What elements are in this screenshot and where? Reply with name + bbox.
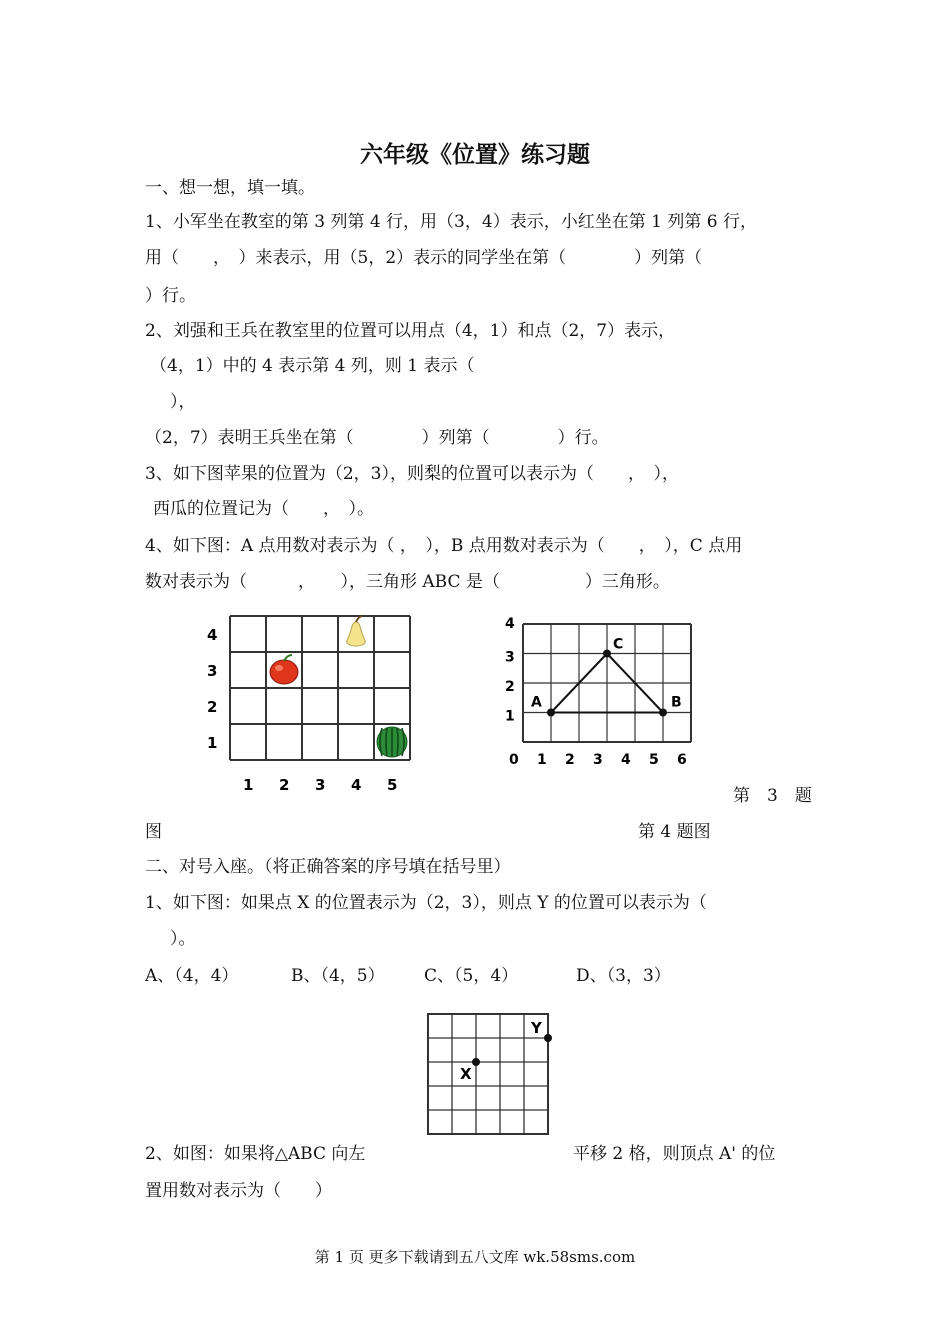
fig3-y-tick: 1: [207, 734, 218, 752]
q2-line1: 2、刘强和王兵在教室里的位置可以用点（4，1）和点（2，7）表示，: [145, 321, 676, 341]
point-a-dot: [547, 709, 555, 717]
fig4-x-tick: 2: [565, 752, 575, 768]
s2-q1-line1: 1、如下图：如果点 X 的位置表示为（2，3），则点 Y 的位置可以表示为（: [145, 893, 707, 913]
q3-line1: 3、如下图苹果的位置为（2，3），则梨的位置可以表示为（ ， ），: [145, 464, 679, 484]
fig3-x-tick: 1: [243, 776, 254, 790]
point-a-label: A: [531, 694, 542, 711]
option-c: C、（5，4）: [424, 966, 519, 986]
fig3-caption-b: 图: [145, 822, 162, 842]
fig4-x-tick: 6: [677, 752, 687, 768]
fig4-y-tick: 3: [505, 649, 515, 666]
watermelon-icon: [377, 727, 407, 757]
point-c-dot: [603, 650, 611, 658]
page-footer: 第 1 页 更多下载请到五八文库 wk.58sms.com: [314, 1248, 636, 1266]
fig4-x-tick: 1: [537, 752, 547, 768]
fig4-x-tick: 3: [593, 752, 603, 768]
fig4-y-tick: 1: [505, 708, 515, 725]
point-b-label: B: [671, 694, 682, 711]
fig3-x-tick: 2: [279, 776, 290, 790]
fig3-y-tick: 2: [207, 698, 218, 716]
fig3-caption-a: 第 3 题: [733, 786, 812, 806]
q1-line2: 用（ ， ）来表示，用（5，2）表示的同学坐在第（ ）列第（: [145, 248, 703, 268]
fig3-x-tick: 3: [315, 776, 326, 790]
q4-line1: 4、如下图：A 点用数对表示为（ ， ），B 点用数对表示为（ ， ），C 点用: [145, 536, 743, 556]
s2-q2-line1b: 平移 2 格，则顶点 A' 的位: [573, 1144, 776, 1164]
fig3-x-tick: 4: [351, 776, 362, 790]
option-a: A、（4，4）: [145, 966, 239, 986]
s2-q2-line2: 置用数对表示为（ ）: [145, 1181, 332, 1201]
fig3-grid-figure: [200, 608, 425, 790]
section2-heading: 二、对号入座。（将正确答案的序号填在括号里）: [145, 857, 511, 877]
q3-line2: 西瓜的位置记为（ ， ）。: [153, 499, 374, 519]
pear-icon: [347, 616, 366, 646]
q2-line2: （4，1）中的 4 表示第 4 列，则 1 表示（: [150, 356, 475, 376]
fig4-y-tick: 2: [505, 679, 515, 695]
point-x-label: X: [460, 1065, 472, 1083]
option-d: D、（3，3）: [576, 966, 671, 986]
point-y-label: Y: [531, 1019, 542, 1037]
apple-icon: [270, 655, 298, 684]
q2-line3: ），: [170, 392, 196, 412]
fig4-x-tick: 5: [649, 752, 659, 768]
fig3-x-tick: 5: [387, 776, 398, 790]
q2-line4: （2，7）表明王兵坐在第（ ）列第（ ）行。: [145, 428, 609, 448]
fig4-x-tick: 4: [621, 752, 631, 768]
q1-line3: ）行。: [145, 286, 196, 306]
s2-q1-line2: ）。: [170, 929, 196, 949]
xy-grid-figure: [420, 1006, 560, 1136]
point-c-label: C: [613, 636, 624, 653]
q4-line2: 数对表示为（ ， ），三角形 ABC 是（ ）三角形。: [145, 572, 670, 592]
point-x-dot: [472, 1058, 480, 1066]
section1-heading: 一、想一想，填一填。: [145, 178, 315, 198]
fig3-y-tick: 4: [207, 626, 218, 644]
fig4-x-tick: 0: [509, 752, 519, 768]
fig4-caption: 第 4 题图: [638, 822, 711, 842]
fig4-y-tick: 4: [505, 616, 515, 632]
point-y-dot: [544, 1034, 552, 1042]
fig4-triangle-figure: [495, 608, 710, 768]
s2-q2-line1a: 2、如图：如果将△ABC 向左: [145, 1144, 366, 1164]
q1-line1: 1、小军坐在教室的第 3 列第 4 行，用（3，4）表示，小红坐在第 1 列第 6 行，: [145, 212, 757, 232]
point-b-dot: [659, 709, 667, 717]
fig3-y-tick: 3: [207, 662, 218, 680]
page-title: 六年级《位置》练习题: [360, 141, 590, 168]
option-b: B、（4，5）: [291, 966, 385, 986]
